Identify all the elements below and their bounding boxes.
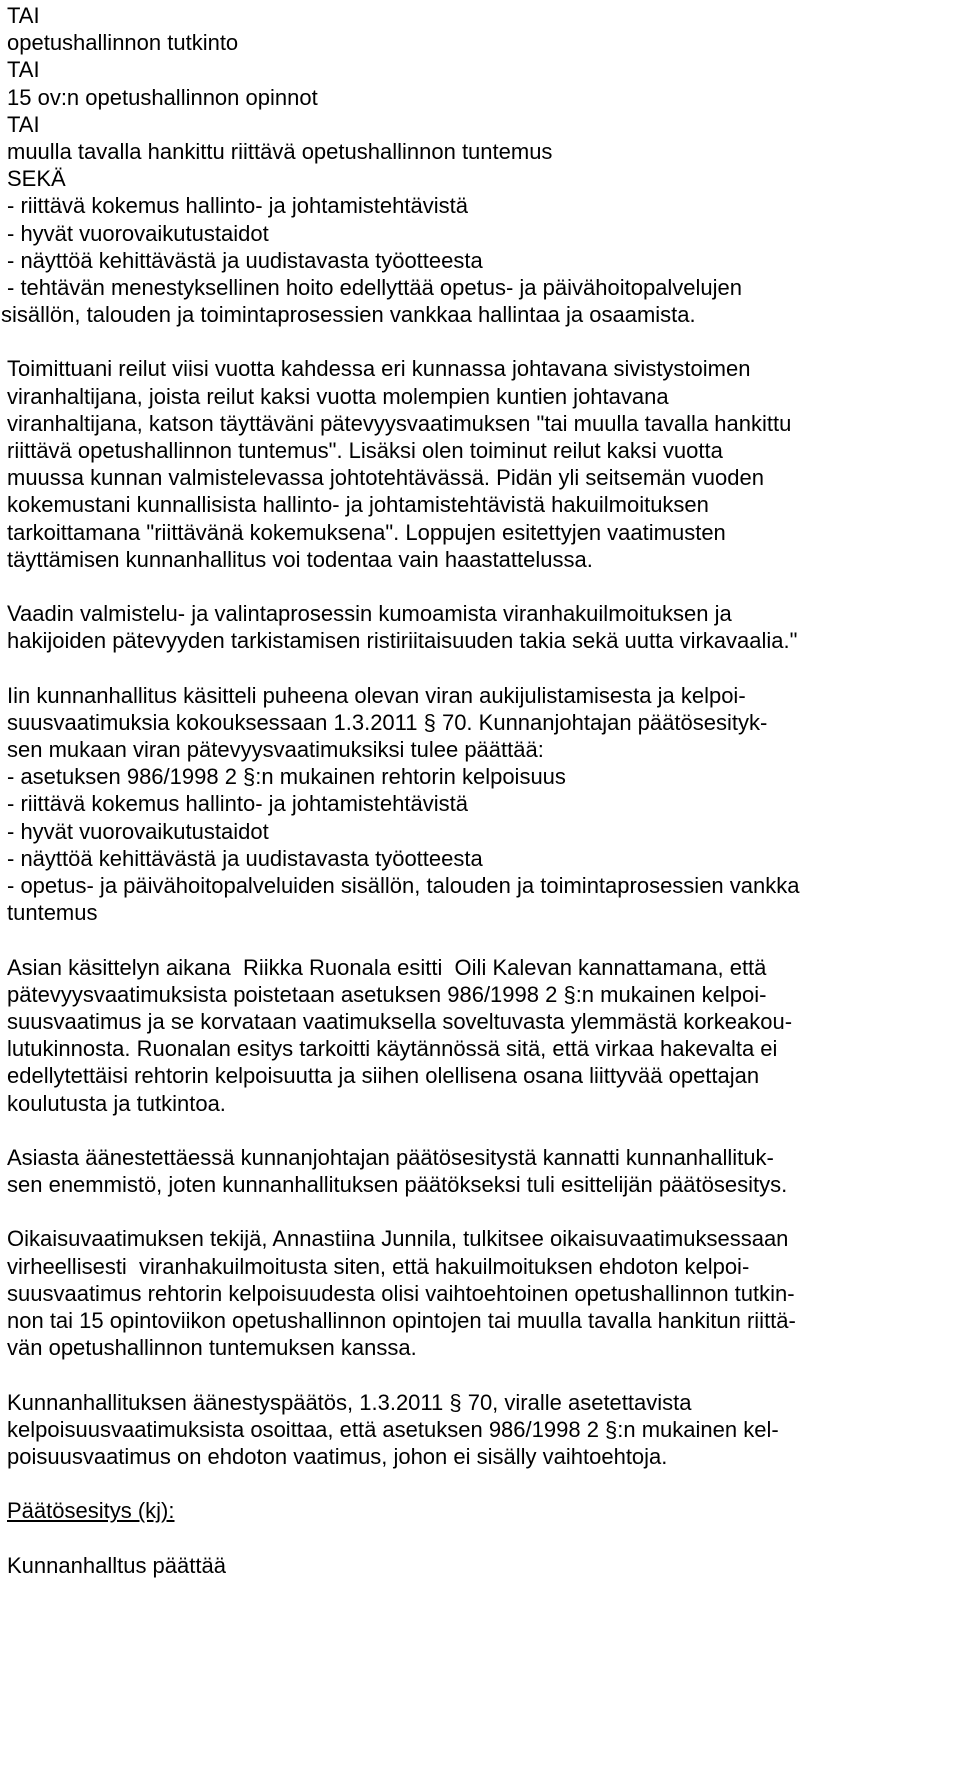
paragraph-gap xyxy=(7,573,952,600)
text-line: Toimittuani reilut viisi vuotta kahdessa eri kunnassa johtavana sivistystoimen xyxy=(7,356,751,382)
text-line: suusvaatimus rehtorin kelpoisuudesta olisi vaihtoehtoinen opetushallinnon tutkin- xyxy=(7,1280,795,1306)
text-line: TAI xyxy=(7,111,40,137)
text-line: poisuusvaatimus on ehdoton vaatimus, johon ei sisälly vaihtoehtoja. xyxy=(7,1443,668,1469)
paragraph-board-decision xyxy=(7,682,952,927)
text-line: sisällön, talouden ja toimintaprosessien vankkaa hallintaa ja osaamista. xyxy=(1,302,696,328)
text-line: non tai 15 opintoviikon opetushallinnon opintojen tai muulla tavalla hankitun riittä- xyxy=(7,1308,796,1333)
paragraph-gap xyxy=(7,926,952,953)
paragraph-conclusion xyxy=(7,1389,952,1471)
text-line: täyttämisen kunnanhallitus voi todentaa vain haastattelussa. xyxy=(7,546,593,572)
text-line: - riittävä kokemus hallinto- ja johtamistehtävistä xyxy=(7,791,468,817)
text-line: TAI xyxy=(7,57,40,83)
text-line: Iin kunnanhallitus käsitteli puheena olevan viran aukijulistamisesta ja kelpoi- xyxy=(7,682,746,708)
text-line: kelpoisuusvaatimuksista osoittaa, että asetuksen 986/1998 2 §:n mukainen kel- xyxy=(7,1416,779,1442)
paragraph-gap xyxy=(7,1117,952,1144)
text-line: muulla tavalla hankittu riittävä opetushallinnon tuntemus xyxy=(7,138,553,164)
text-line: - riittävä kokemus hallinto- ja johtamistehtävistä xyxy=(7,193,468,219)
text-line: Kunnanhallituksen äänestyspäätös, 1.3.2011 § 70, viralle asetettavista xyxy=(7,1389,692,1415)
text-line: riittävä opetushallinnon tuntemus". Lisäksi olen toiminut reilut kaksi vuotta xyxy=(7,438,723,463)
text-line: Vaadin valmistelu- ja valintaprosessin kumoamista viranhakuilmoituksen ja xyxy=(7,601,732,627)
text-line: - näyttöä kehittävästä ja uudistavasta työotteesta xyxy=(7,845,483,871)
text-line: - opetus- ja päivähoitopalveluiden sisällön, talouden ja toimintaprosessien vankka xyxy=(7,873,800,898)
text-line: virheellisesti viranhakuilmoitusta siten, että hakuilmoituksen ehdoton kelpoi- xyxy=(7,1253,750,1279)
requirements-list xyxy=(1,2,952,328)
paragraph-demand xyxy=(7,600,952,654)
text-line: pätevyysvaatimuksista poistetaan asetuksen 986/1998 2 §:n mukainen kelpoi- xyxy=(7,981,767,1007)
text-line: - hyvät vuorovaikutustaidot xyxy=(7,220,269,246)
text-line: vän opetushallinnon tuntemuksen kanssa. xyxy=(7,1335,417,1361)
paragraph-interpretation xyxy=(7,1225,952,1361)
document-page xyxy=(1,2,952,1579)
text-line: - näyttöä kehittävästä ja uudistavasta työotteesta xyxy=(7,247,483,273)
text-line: sen mukaan viran pätevyysvaatimuksiksi tulee päättää: xyxy=(7,737,544,763)
paragraph-qualifications-claim xyxy=(7,355,952,573)
text-line: viranhaltijana, joista reilut kaksi vuotta molempien kuntien johtavana xyxy=(7,383,669,409)
text-line: 15 ov:n opetushallinnon opinnot xyxy=(7,84,318,110)
paragraph-gap xyxy=(7,1525,952,1552)
text-line: opetushallinnon tutkinto xyxy=(7,30,239,56)
paragraph-vote xyxy=(7,1144,952,1198)
text-line: TAI xyxy=(7,3,40,28)
paragraph-gap xyxy=(7,328,952,355)
paragraph-gap xyxy=(7,1361,952,1388)
text-line: koulutusta ja tutkintoa. xyxy=(7,1090,226,1116)
text-line: muussa kunnan valmistelevassa johtotehtävässä. Pidän yli seitsemän vuoden xyxy=(7,465,764,491)
text-line: - tehtävän menestyksellinen hoito edellyttää opetus- ja päivähoitopalvelujen xyxy=(7,274,743,300)
text-line: Asian käsittelyn aikana Riikka Ruonala esitti Oili Kalevan kannattamana, että xyxy=(7,954,767,980)
text-line: Asiasta äänestettäessä kunnanjohtajan päätösesitystä kannatti kunnanhallituk- xyxy=(7,1144,774,1170)
text-line: lutukinnosta. Ruonalan esitys tarkoitti käytännössä sitä, että virkaa hakevalta ei xyxy=(7,1036,778,1062)
text-line: tuntemus xyxy=(7,900,98,926)
section-heading: Päätösesitys (kj): xyxy=(7,1498,175,1524)
text-line: tarkoittamana "riittävänä kokemuksena". Loppujen esitettyjen vaatimusten xyxy=(7,519,726,545)
text-line: edellytettäisi rehtorin kelpoisuutta ja siihen olellisena osana liittyvää opettajan xyxy=(7,1063,760,1089)
text-line: - hyvät vuorovaikutustaidot xyxy=(7,818,269,844)
paragraph-gap xyxy=(7,1470,952,1497)
text-line: hakijoiden pätevyyden tarkistamisen ristiriitaisuuden takia sekä uutta virkavaalia." xyxy=(7,628,798,654)
text-line: - asetuksen 986/1998 2 §:n mukainen rehtorin kelpoisuus xyxy=(7,764,566,790)
paragraph-gap xyxy=(7,1198,952,1225)
paragraph-proposal xyxy=(7,954,952,1117)
text-line: sen enemmistö, joten kunnanhallituksen päätökseksi tuli esittelijän päätösesitys. xyxy=(7,1172,788,1198)
text-line: suusvaatimus ja se korvataan vaatimuksella soveltuvasta ylemmästä korkeakou- xyxy=(7,1008,793,1034)
text-line: kokemustani kunnallisista hallinto- ja johtamistehtävistä hakuilmoituksen xyxy=(7,492,709,518)
closing-line: Kunnanhalltus päättää xyxy=(7,1552,226,1578)
text-line: Oikaisuvaatimuksen tekijä, Annastiina Junnila, tulkitsee oikaisuvaatimuksessaan xyxy=(7,1226,789,1252)
paragraph-gap xyxy=(7,655,952,682)
text-line: suusvaatimuksia kokouksessaan 1.3.2011 § 70. Kunnanjohtajan päätösesityk- xyxy=(7,709,768,735)
text-line: SEKÄ xyxy=(7,166,66,192)
text-line: viranhaltijana, katson täyttäväni pätevyysvaatimuksen "tai muulla tavalla hankittu xyxy=(7,410,792,436)
